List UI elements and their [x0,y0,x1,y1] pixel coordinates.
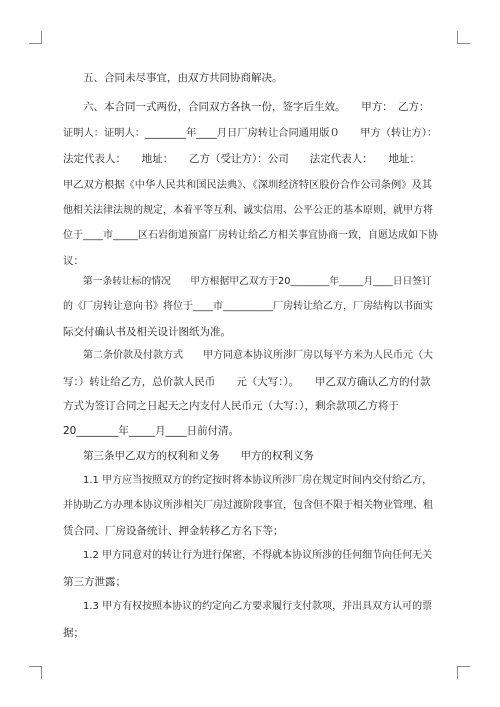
preamble-line-2: 他相关法律法规的规定，本着平等互利、诚实信用、公平公正的基本原则，就甲方将 [63,205,433,216]
clause-1-2-line-1: 1.2 甲方同意对的转让行为进行保密，不得就本协议所涉的任何细节向任何无关 [83,550,433,561]
crop-mark-bottom-right [457,666,470,679]
crop-mark-bottom-left [29,666,42,679]
article-1-line-1: 第一条转让标的情况 甲方根据甲乙双方于20________年_____月____日日签订 [83,276,432,287]
clause-1-2-line-2: 第三方泄露； [63,576,126,588]
crop-mark-top-left [29,31,42,44]
article-2-line-1: 第二条价款及付款方式 甲方同意本协议所涉厂房以每平方米为人民币元（大 [83,350,433,361]
representatives-line: 法定代表人： 地址： 乙方（受让方）：公司 法定代表人： 地址： [63,153,420,165]
clause-5-line: 五、合同未尽事宜，由双方共同协商解决。 [83,72,283,84]
clause-1-3-line-2: 据； [63,627,84,639]
crop-mark-top-right [457,31,470,44]
clause-1-1-line-3: 赁合同、厂房设备统计、押金转移乙方名下等； [63,525,284,537]
article-3-heading: 第三条甲乙双方的权利和义务 甲方的权利义务 [83,450,314,462]
article-2-line-2: 写：）转让给乙方，总价款人民币 元（大写：）。 甲乙双方确认乙方的付款 [63,376,431,388]
preamble-line-3: 位于____市_____区石岩街道预富厂房转让给乙方相关事宜协商一致，自愿达成如下协 [63,230,438,241]
witness-line: 证明人：证明人：________年____月日厂房转让合同通用版０ 甲方（转让方）： [63,127,438,139]
clause-1-3-line-1: 1.3 甲方有权按照本协议的约定向乙方要求履行支付款项，并出具双方认可的票 [83,601,433,612]
preamble-line-1: 甲乙双方根据《中华人民共和国民法典》、《深圳经济特区股份合作公司条例》及其 [63,179,433,191]
clause-1-1-line-2: 并协助乙方办理本协议所涉相关厂房过渡阶段事宜，包含但不限于相关物业管理、租 [63,500,433,511]
article-1-line-3: 际交付确认书及相关设计图纸为准。 [63,326,231,338]
article-2-line-3: 方式为签订合同之日起天之内支付人民币元（大写：），剩余款项乙方将于 [63,400,399,412]
article-2-line-4: 20________年_____月____日前付清。 [63,425,240,437]
preamble-line-4: 议： [63,255,84,267]
clause-6-line: 六、本合同一式两份，合同双方各执一份，签字后生效。 甲方： 乙方： [83,101,430,113]
clause-1-1-line-1: 1.1 甲方应当按照双方的约定按时将本协议所涉厂房在规定时间内交付给乙方， [83,475,433,486]
article-1-line-2: 的《厂房转让意向书》将位于____市__________厂房转让给乙方，厂房结构以书面实 [63,301,433,312]
